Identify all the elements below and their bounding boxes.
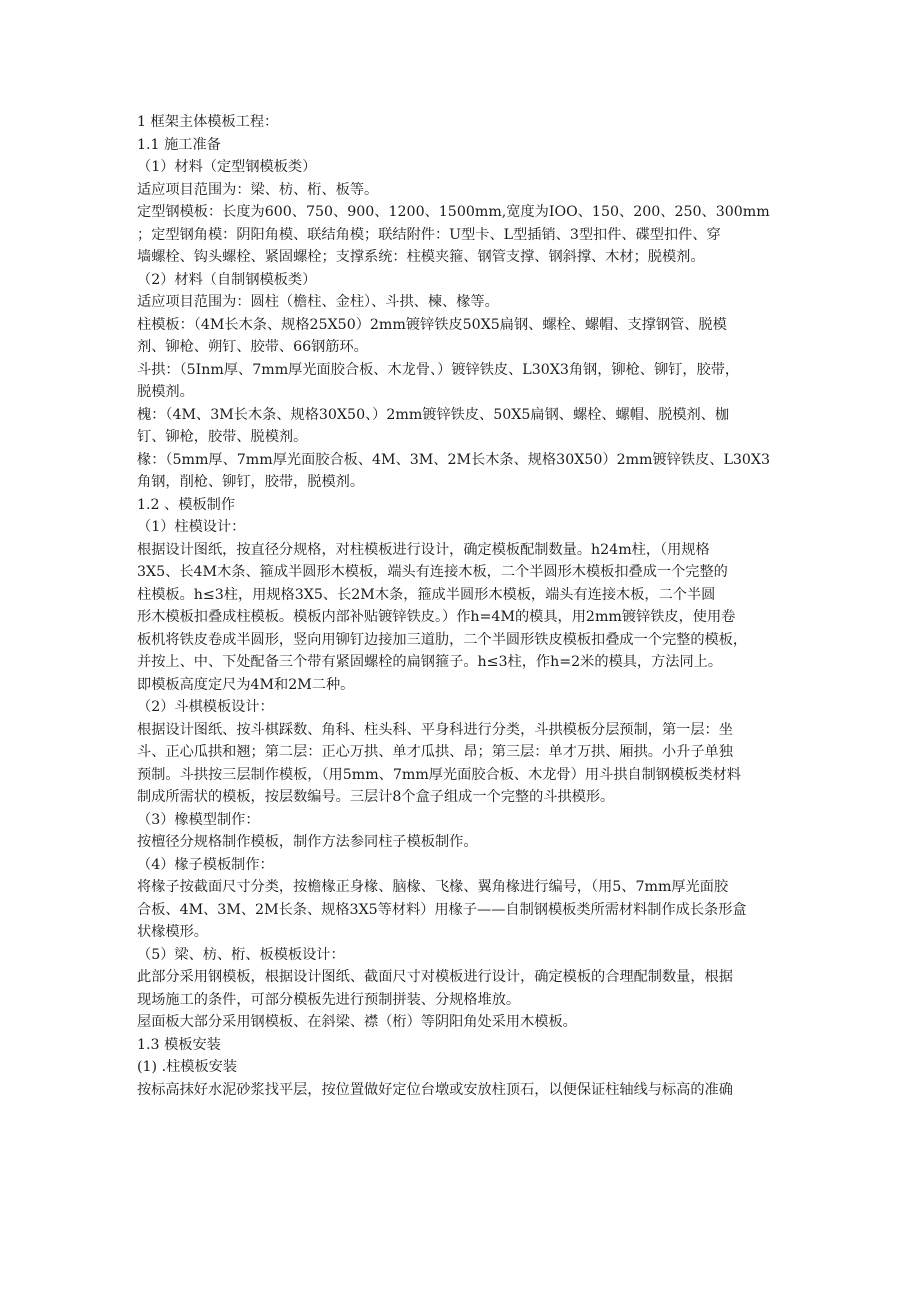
text-line: 现场施工的条件，可部分模板先进行预制拼装、分规格堆放。 [137,991,521,1008]
text-line: 椽：（5mm厚、7mm厚光面胶合板、4M、3M、2M长木条、规格30X50）2mm镀锌铁皮、L30X3 [137,451,771,468]
text-line: 柱模板。h≤3柱，用规格3X5、长2M木条，箍成半圆形木模板，端头有连接木板，二个半圆 [137,586,716,603]
text-line: 斗、正心瓜拱和翘；第二层：正心万拱、单才瓜拱、昂；第三层：单才万拱、厢拱。小升子单独 [137,744,733,760]
text-line: 并按上、中、下处配备三个带有紧固螺栓的扁钢箍子。h≤3柱，作h=2米的模具，方法同上。 [137,654,723,670]
text-line: 3X5、长4M木条、箍成半圆形木模板，端头有连接木板，二个半圆形木模板扣叠成一个完整的 [137,564,728,580]
text-line: 适应项目范围为：圆柱（檐柱、金柱）、斗拱、楝、椽等。 [137,294,499,310]
text-line: 板机将铁皮卷成半圆形，竖向用铆钉边接加三道肋，二个半圆形铁皮模板扣叠成一个完整的模板， [137,631,748,648]
text-line: 槐：（4M、3M长木条、规格30X50、）2mm镀锌铁皮、50X5扁钢、螺栓、螺帽、脱模剂、枷 [137,406,730,423]
text-line: 墙螺栓、钩头螺栓、紧固螺栓；支撑系统：柱模夹箍、钢管支撑、钢斜撑、木材；脱模剂。 [137,249,705,265]
text-line: 形木模板扣叠成柱模板。模板内部补贴镀锌铁皮。）作h=4M的模具，用2mm镀锌铁皮，使用卷 [137,609,736,625]
heading-1-1: 1.1 施工准备 [137,136,221,153]
text-line: 柱模板：（4M长木条、规格25X50）2mm镀锌铁皮50X5扁钢、螺栓、螺帽、支撑钢管、脱模 [137,316,727,333]
text-line: 脱模剂。 [137,384,194,400]
subheading: （1）柱模设计： [137,519,246,535]
text-line: 屋面板大部分采用钢模板、在斜梁、襟（桁）等阴阳角处采用木模板。 [137,1014,577,1030]
text-line: 根据设计图纸，按直径分规格，对柱模板进行设计，确定模板配制数量。h24m柱，（用规格 [137,541,710,558]
subheading: （3）橡模型制作： [137,811,260,828]
text-line: 角钢，削枪、铆钉，胶带，脱模剂。 [137,474,365,490]
text-line: 剂、铆枪、朔钉、胶带、66钢筋环。 [137,339,368,355]
text-line: 按檀径分规格制作模板，制作方法参同柱子模板制作。 [137,834,478,850]
text-line: 即模板高度定尺为4M和2M二种。 [137,676,355,693]
text-line: 根据设计图纸、按斗棋踩数、角科、柱头科、平身科进行分类，斗拱模板分层预制，第一层：坐 [137,721,733,738]
document-body [137,111,787,1101]
subheading: （1）材料（定型钢模板类） [137,159,317,175]
text-line: 斗拱：（5Inm厚、7mm厚光面胶合板、木龙骨、）镀锌铁皮、L30X3角钢，铆枪、铆钉，胶带， [137,361,740,378]
heading-1-3: 1.3 模板安装 [137,1036,221,1053]
text-line: 制成所需状的模板，按层数编号。三层计8个盒子组成一个完整的斗拱模形。 [137,789,615,805]
text-line: 钉、铆枪，胶带、脱模剂。 [137,429,308,445]
text-line: 此部分采用钢模板，根据设计图纸、截面尺寸对模板进行设计，确定模板的合理配制数量，根据 [137,969,733,985]
text-line: 将椽子按截面尺寸分类，按檐椽正身椽、脑椽、飞椽、翼角椽进行编号，（用5、7mm厚光面胶 [137,879,729,895]
text-line: 适应项目范围为：梁、枋、桁、板等。 [137,181,379,198]
text-line: ；定型钢角模：阴阳角模、联结角模；联结附件：U型卡、L型插销、3型扣件、碟型扣件、穿 [137,226,721,243]
subheading: （2）斗棋模板设计： [137,699,274,715]
subheading: （4）椽子模板制作： [137,856,274,873]
text-line: 定型钢模板：长度为600、750、900、1200、1500mm,宽度为IOO、150、200、250、300mm [137,204,770,220]
subheading: (1) .柱模板安装 [137,1059,238,1075]
text-line: 合板、4M、3M、2M长条、规格3X5等材料）用椽子——自制钢模板类所需材料制作成长条形盒 [137,901,747,918]
subheading: （5）梁、枋、桁、板模板设计： [137,946,345,963]
text-line: 按标高抹好水泥砂浆找平层，按位置做好定位台墩或安放柱顶石，以便保证柱轴线与标高的准确 [137,1081,733,1098]
heading-1-2: 1.2 、模板制作 [137,496,236,513]
subheading: （2）材料（自制钢模板类） [137,271,317,288]
heading-1: 1 框架主体模板工程： [137,114,279,130]
text-line: 预制。斗拱按三层制作模板，（用5mm、7mm厚光面胶合板、木龙骨）用斗拱自制钢模板类材料 [137,766,741,783]
text-line: 状椽模形。 [137,924,208,940]
